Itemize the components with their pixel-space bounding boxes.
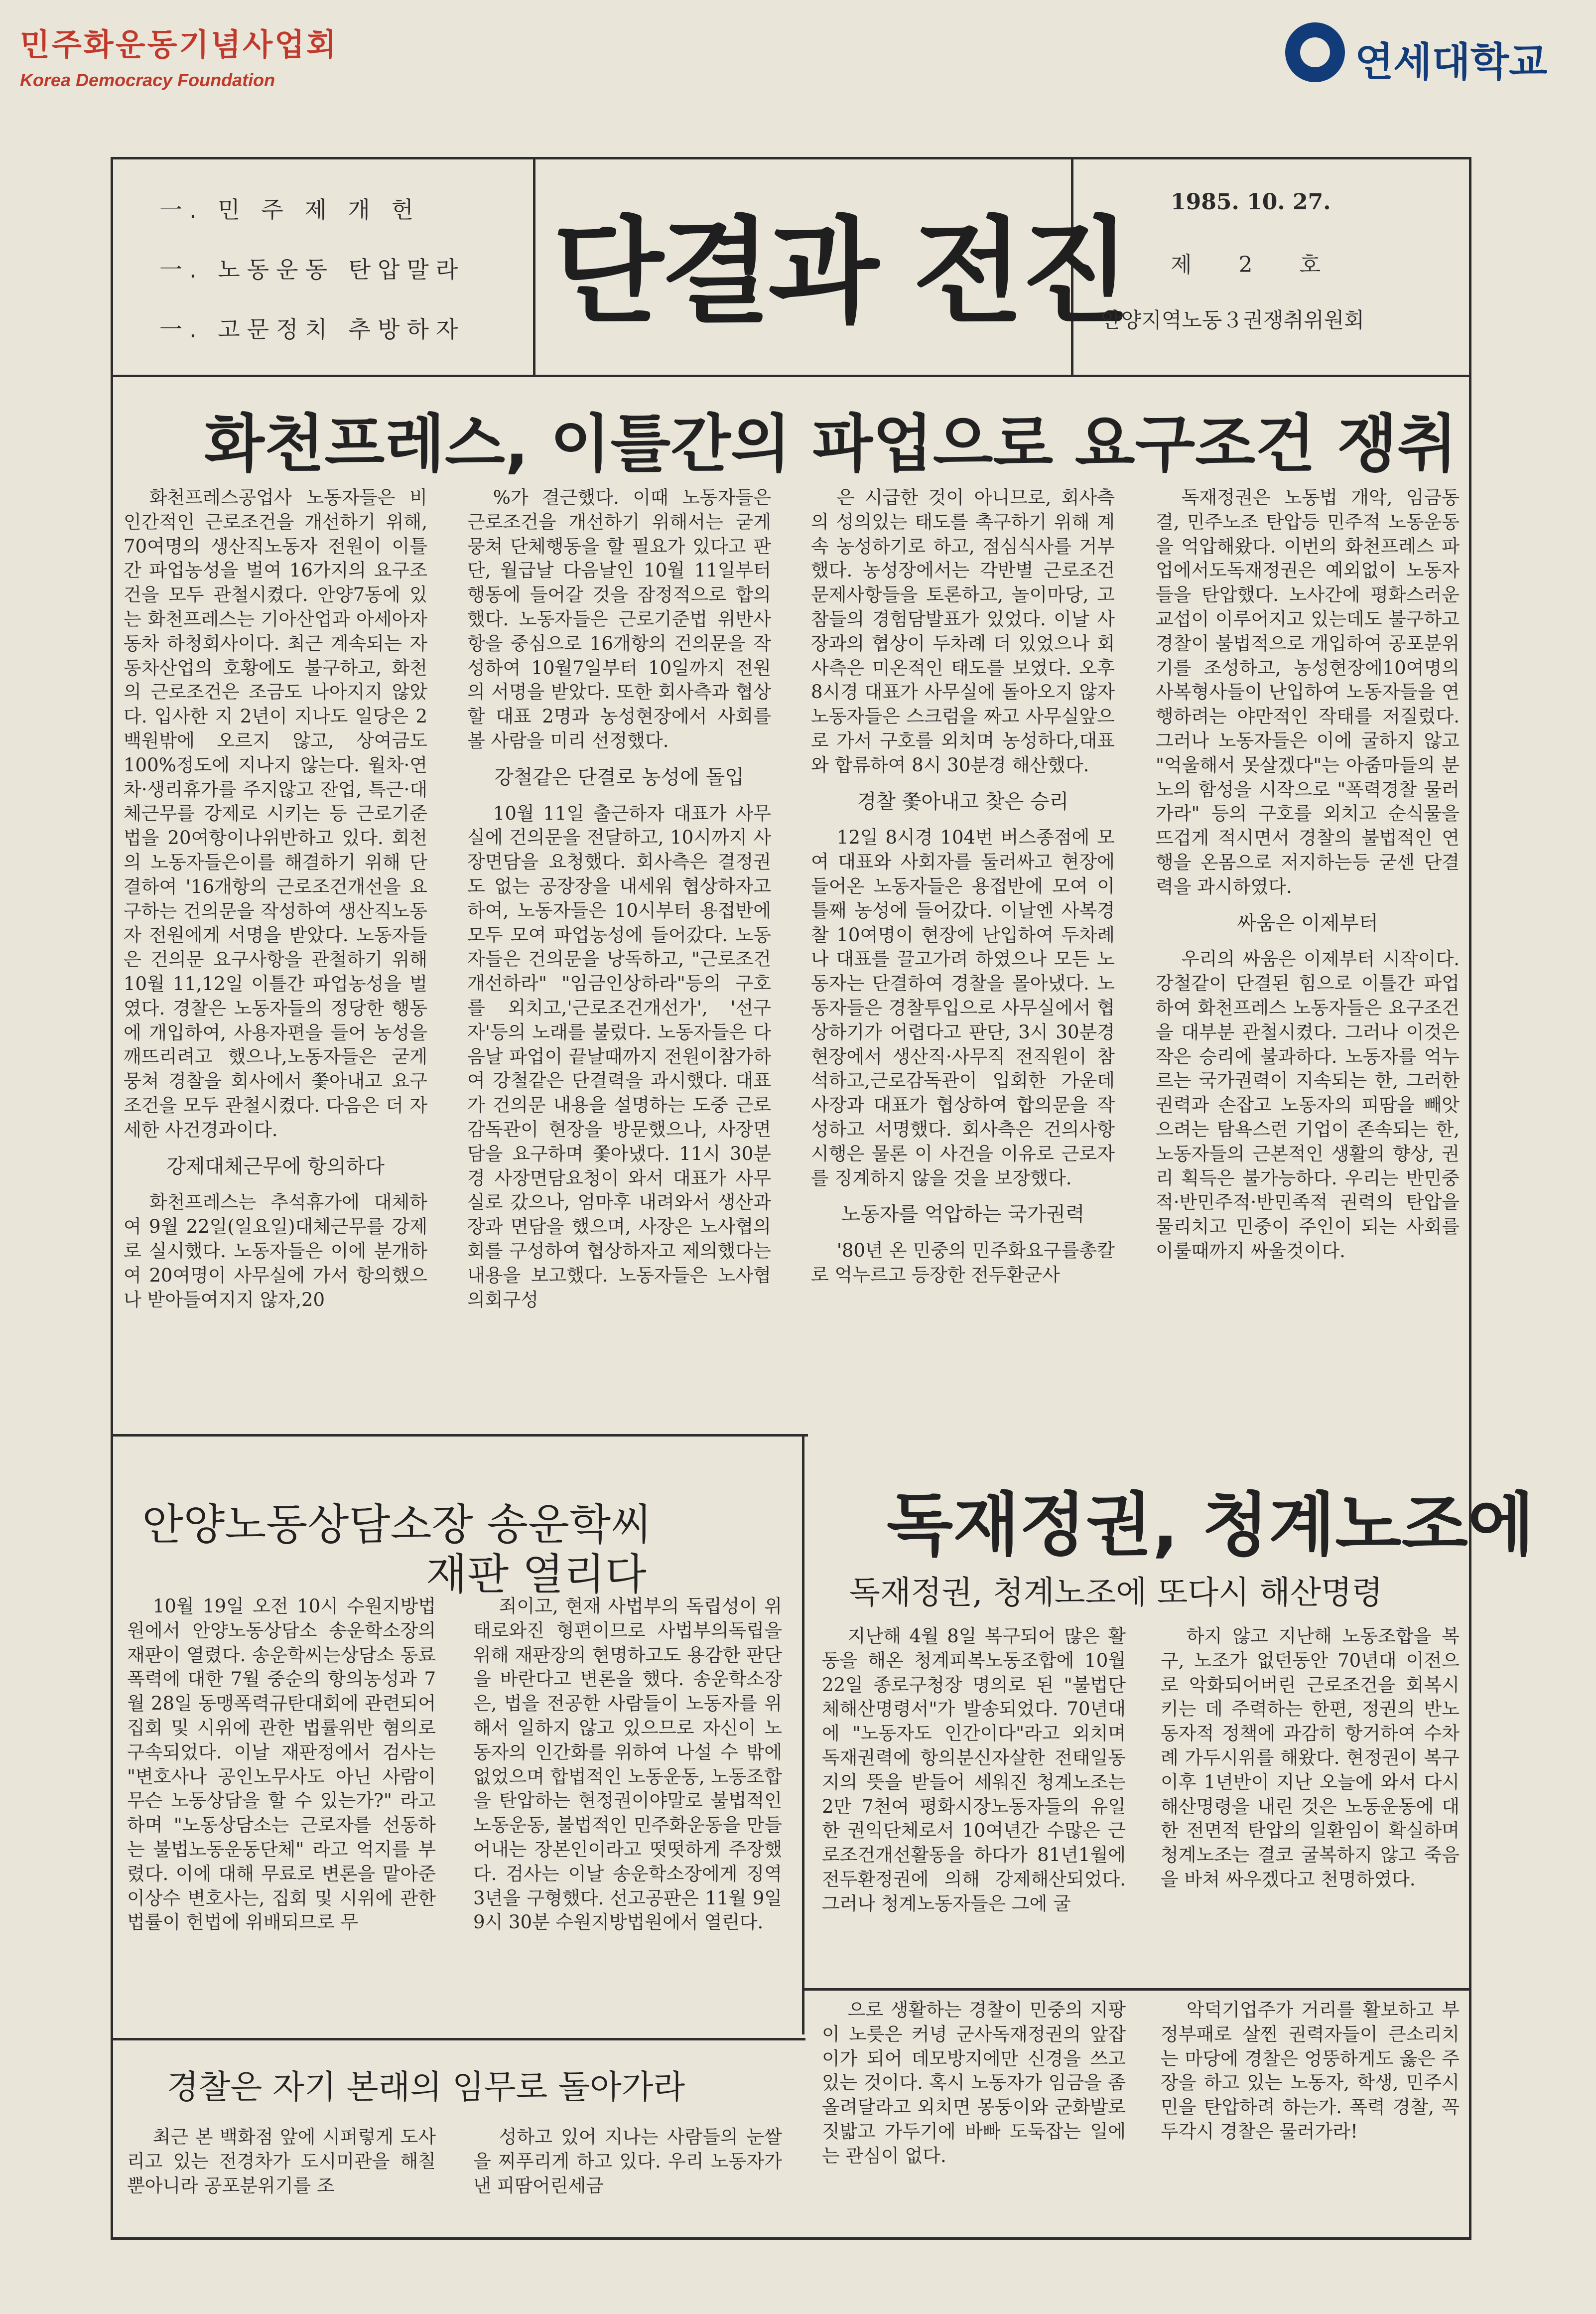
article-1-subheading-4: 노동자를 억압하는 국가권력 [841,1203,1085,1226]
article-2-column-1 [127,1594,436,2033]
article-1-text-2b: 10월 11일 출근하자 대표가 사무실에 건의문을 전달하고, 10시까지 사장면담을 요청했다. 회사측은 결정권도 없는 공장장을 내세워 협상하자고 하여, 노동자들은 10시부터 용접반에 모두 모여 파업농성에 들어갔다. 노동자들은 건의문을 낭독하고, "근로조건 개선하라" "임금인상하라"등의 구호를 외치고,'근로조건개선가', '선구자'등의 노래를 불렀다. 노동자들은 다음날 파업이 끝날때까지 전원이참가하여 강철같은 단결력을 과시했다. 대표가 건의문 내용을 설명하는 도중 근로감독관이 현장을 방문했으나, 사장면담을 요구하며 쫓아냈다. 11시 30분경 사장면담요청이 와서 대표가 사무실로 갔으나, 엄마후 내려와서 생산과장과 면담을 했으며, 사장은 노사협의회를 구성하여 협상하자고 제의했다는 내용을 보고했다. 노동자들은 노사협의회구성 [467,802,771,1310]
article-4-text-4: 악덕기업주가 거리를 활보하고 부정부패로 살찐 권력자들이 큰소리치는 마당에 경찰은 엉뚱하게도 옳은 주장을 하고 있는 노동자, 학생, 민주시민을 탄압하려 하는가. 폭력 경찰, 꼭두각시 경찰은 물러가라! [1161,1999,1460,2142]
publisher: 안양지역노동３권쟁취위원회 [1101,308,1364,332]
masthead-divider-left [533,157,535,376]
article-2-text-2: 죄이고, 현재 사법부의 독립성이 위태로와진 형편이므로 사법부의독립을 위해 재판장의 현명하고도 용감한 판단을 바란다고 변론을 했다. 송운학소장은, 법을 전공한 사람들이 노동자를 위해서 일하지 않고 있으므로 자신이 노동자의 인간화를 위하여 나설 수 밖에 없었으며 합법적인 노동운동, 노동조합을 탄압하는 현정권이야말로 불법적인 노동운동, 불법적인 민주화운동을 만들어내는 장본인이라고 떳떳하게 주장했다. 검사는 이날 송운학소장에게 징역 3년을 구형했다. 선고공판은 11월 9일 9시 30분 수원지방법원에서 열린다. [473,1595,782,1933]
article-1-text-1b: 화천프레스는 추석휴가에 대체하여 9월 22일(일요일)대체근무를 강제로 실시했다. 노동자들은 이에 분개하여 20여명이 사무실에 가서 항의했으나 받아들여지지 않자,20 [124,1191,427,1310]
article-1-column-1 [124,486,427,1433]
article-3-headline: 독재정권, 청계노조에 [887,1485,1535,1565]
section-rule-bottom-left [111,2038,805,2040]
university-seal-icon [1285,22,1345,82]
article-4-column-4 [1161,1998,1460,2227]
motto-2: 一. 노동운동 탄압말라 [159,256,465,283]
article-1-text-4a: 독재정권은 노동법 개악, 임금동결, 민주노조 탄압등 민주적 노동운동을 억압해왔다. 이번의 화천프레스 파업에서도독재정권은 예외없이 노동자들을 탄압했다. 노사간에 평화스러운 교섭이 이루어지고 있는데도 불구하고 경찰이 불법적으로 개입하여 공포분위기를 조성하고, 농성현장에10여명의 사복형사들이 난입하여 노동자들을 연행하려는 야만적인 작태를 저질렀다. 그러나 노동자들은 이에 굴하지 않고 "억울해서 못살겠다"는 아줌마들의 분노의 함성을 시작으로 "폭력경찰 물러가라" 등의 구호를 외치고 순식물을 뜨겁게 적시면서 경찰의 불법적인 연행을 온몸으로 저지하는등 굳센 단결력을 과시하였다. [1156,487,1460,897]
section-rule-right [802,1988,1471,1991]
article-1-text-3c: '80년 온 민중의 민주화요구를총칼로 억누르고 등장한 전두환군사 [811,1240,1115,1286]
article-1-column-4 [1156,486,1460,1433]
masthead-rule [111,375,1471,377]
article-1-text-4b: 우리의 싸움은 이제부터 시작이다. 강철같이 단결된 힘으로 이틀간 파업하여 화천프레스 노동자들은 요구조건을 대부분 관철시켰다. 그러나 이것은 작은 승리에 불과하다. 노동자를 억누르는 국가권력이 지속되는 한, 그러한 권력과 손잡고 노동자의 피땀을 빼앗으려는 탐욕스런 기업이 존속되는 한, 노동자들의 근본적인 생활의 향상, 권리 획득은 불가능하다. 우리는 반민중적·반민주적·반민족적 권력의 탄압을 물리치고 민중이 주인이 되는 사회를 이룰때까지 싸울것이다. [1156,948,1460,1262]
article-1-text-2a: %가 결근했다. 이때 노동자들은 근로조건을 개선하기 위해서는 굳게 뭉쳐 단체행동을 할 필요가 있다고 판단, 월급날 다음날인 10월 11일부터 행동에 들어갈 것을 잠정적으로 합의했다. 노동자들은 근로기준법 위반사항을 중심으로 16개항의 건의문을 작성하여 10월7일부터 10일까지 전원의 서명을 받았다. 또한 회사측과 협상할 대표 2명과 농성현장에서 사회를 볼 사람을 미리 선정했다. [467,487,771,751]
article-4-headline: 경찰은 자기 본래의 임무로 돌아가라 [167,2068,685,2106]
article-1-subheading-5: 싸움은 이제부터 [1237,911,1378,935]
article-3-column-1 [822,1624,1126,1983]
issue-number: 제 2 호 [1171,252,1340,278]
article-1-headline: 화천프레스, 이틀간의 파업으로 요구조건 쟁취 [204,408,1458,480]
article-3-text-1: 지난해 4월 8일 복구되어 많은 활동을 해온 청계피복노동조합에 10월 22일 종로구청장 명의로 된 "불법단체해산명령서"가 발송되었다. 70년대에 "노동자도 인간이다"라고 외치며 독재권력에 항의분신자살한 전태일동지의 뜻을 받들어 세워진 청계노조는 2만 7천여 평화시장노동자들의 유일한 권익단체로서 10여년간 수많은 근로조건개선활동을 하다가 81년1월에 전두환정권에 의해 강제해산되었다. 그러나 청계노동자들은 그에 굴 [822,1625,1126,1914]
article-2-column-2 [473,1594,782,2033]
article-4-column-3 [822,1998,1126,2227]
article-1-text-1a: 화천프레스공업사 노동자들은 비인간적인 근로조건을 개선하기 위해, 70여명의 생산직노동자 전원이 이틀간 파업농성을 벌여 16가지의 요구조건을 모두 관철시켰다. 안양7동에 있는 화천프레스는 기아산업과 아세아자동차 하청회사이다. 최근 계속되는 자동차산업의 호황에도 불구하고, 화천의 근로조건은 조금도 나아지지 않았다. 입사한 지 2년이 지나도 일당은 2백원밖에 오르지 않고, 상여금도 100%정도에 지나지 않는다. 월차·연차·생리휴가를 주지않고 잔업, 특근·대체근무를 강제로 시키는 등 근로기준법을 20여항이나위반하고 있다. 회천의 노동자들은이를 해결하기 위해 단결하여 '16개항의 근로조건개선을 요구하는 건의문을 작성하여 생산직노동자 전원에게 서명을 받았다. 노동자들은 건의문 요구사항을 관철하기 위해 10월 11,12일 이틀간 파업농성을 벌였다. 경찰은 노동자들의 정당한 행동에 개입하여, 사용자편을 들어 농성을 깨뜨리려고 했으나,노동자들은 굳게 뭉쳐 경찰을 회사에서 쫓아내고 요구조건을 모두 관철시켰다. 다음은 더 자세한 사건경과이다. [124,487,427,1141]
article-3-subheadline: 독재정권, 청계노조에 또다시 해산명령 [849,1575,1383,1611]
article-2-headline-line-1: 안양노동상담소장 송운학씨 [142,1500,653,1550]
section-rule-left [111,1434,808,1437]
section-divider-middle [802,1434,804,2034]
foundation-logo-korean: 민주화운동기념사업회 [20,26,338,63]
article-1-text-3b: 12일 8시경 104번 버스종점에 모여 대표와 사회자를 둘러싸고 현장에 들어온 노동자들은 용접반에 모여 이틀째 농성에 들어갔다. 이날엔 사복경찰 10여명이 현장에 난입하여 두차례나 대표를 끌고가려 하였으나 모든 노동자는 단결하여 경찰을 몰아냈다. 노동자들은 경찰투입으로 사무실에서 협상하기가 어렵다고 판단, 3시 30분경현장에서 생산직·사무직 전직원이 참석하고,근로감독관이 입회한 가운데 사장과 대표가 협상하여 합의문을 작성하고 서명했다. 회사측은 건의사항시행은 물론 이 사건을 이유로 근로자를 징계하지 않을 것을 보장했다. [811,827,1115,1189]
article-1-subheading-1: 강제대체근무에 항의하다 [166,1155,385,1178]
article-2-text-1: 10월 19일 오전 10시 수원지방법원에서 안양노동상담소 송운학소장의 재판이 열렸다. 송운학씨는상담소 동료폭력에 대한 7월 중순의 항의농성과 7월 28일 동맹폭력규탄대회에 관련되어 집회 및 시위에 관한 법률위반 혐의로 구속되었다. 이날 재판정에서 검사는 "변호사나 공인노무사도 아닌 사람이 무슨 노동상담을 할 수 있는가?" 라고 하며 "노동상담소는 근로자를 선동하는 불법노동운동단체" 라고 억지를 부렸다. 이에 대해 무료로 변론을 맡아준 이상수 변호사는, 집회 및 시위에 관한 법률이 헌법에 위배되므로 무 [127,1595,436,1933]
article-1-subheading-2: 강철같은 단결로 농성에 돌입 [494,765,744,789]
article-4-text-1: 최근 본 백화점 앞에 시퍼렇게 도사리고 있는 전경차가 도시미관을 해칠 뿐아니라 공포분위기를 조 [127,2126,436,2196]
article-2-headline-line-2: 재판 열리다 [426,1550,647,1599]
foundation-logo-english: Korea Democracy Foundation [20,70,275,90]
article-4-column-1 [127,2125,436,2225]
article-4-text-2: 성하고 있어 지나는 사람들의 눈쌀을 찌푸리게 하고 있다. 우리 노동자가 낸 피땀어린세금 [473,2126,782,2196]
university-name: 연세대학교 [1355,39,1548,85]
newspaper-title: 단결과 전진 [553,206,1128,339]
motto-1: 一. 민 주 제 개 헌 [159,196,420,223]
article-4-column-2 [473,2125,782,2225]
article-1-text-3a: 은 시급한 것이 아니므로, 회사측의 성의있는 태도를 촉구하기 위해 계속 농성하기로 하고, 점심식사를 거부했다. 농성장에서는 각반별 근로조건문제사항들을 토론하고, 놀이마당, 고참들의 경험담발표가 있었다. 이날 사장과의 협상이 두차례 더 있었으나 회사측은 미온적인 태도를 보였다. 오후 8시경 대표가 사무실에 돌아오지 않자 노동자들은 스크럼을 짜고 사무실앞으로 가서 구호를 외치며 농성하다,대표와 합류하여 8시 30분경 해산했다. [811,487,1115,776]
article-4-text-3: 으로 생활하는 경찰이 민중의 지팡이 노릇은 커녕 군사독재정권의 앞잡이가 되어 데모방지에만 신경을 쓰고 있는 것이다. 혹시 노동자가 임금을 좀 올려달라고 외치면 몽둥이와 군화발로 짓밟고 가두기에 바빠 도둑잡는 일에는 관심이 없다. [822,1999,1126,2167]
article-1-subheading-3: 경찰 쫓아내고 찾은 승리 [857,790,1069,813]
article-1-column-2 [467,486,771,1433]
article-1-column-3 [811,486,1115,1433]
motto-3: 一. 고문정치 추방하자 [159,316,465,343]
article-3-column-2 [1161,1624,1460,1983]
article-3-text-2: 하지 않고 지난해 노동조합을 복구, 노조가 없던동안 70년대 이전으로 악화되어버린 근로조건을 회복시키는 데 주력하는 한편, 정권의 반노동자적 정책에 과감히 항거하여 수차례 가두시위를 해왔다. 현정권이 복구이후 1년반이 지난 오늘에 와서 다시 해산명령을 내린 것은 노동운동에 대한 전면적 탄압의 일환임이 확실하며 청계노조는 결코 굴복하지 않고 죽음을 바쳐 싸우겠다고 천명하였다. [1161,1625,1460,1890]
issue-date: 1985. 10. 27. [1171,189,1331,215]
